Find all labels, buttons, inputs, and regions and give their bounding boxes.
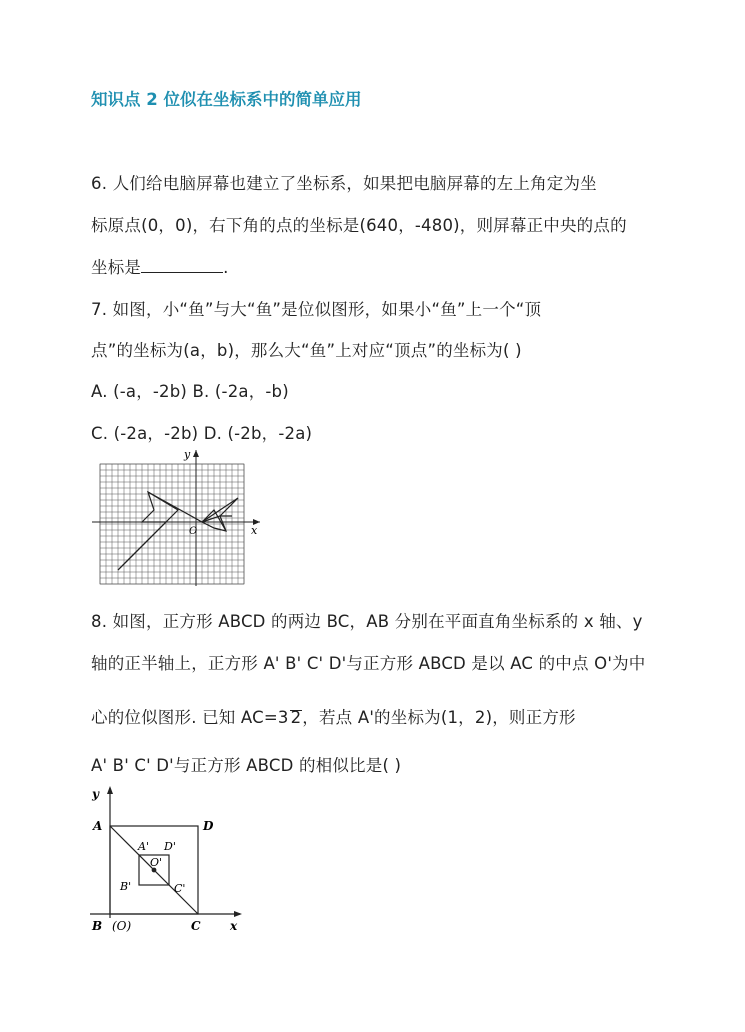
y-axis-arrow — [193, 450, 199, 457]
q8-line-2: 轴的正半轴上，正方形 A' B' C' D'与正方形 ABCD 是以 AC 的中点 O'为中 — [91, 654, 646, 673]
label-C1: C' — [174, 882, 186, 895]
q7-line-2: 点”的坐标为(a，b)，那么大“鱼”上对应“顶点”的坐标为( ) — [91, 341, 522, 360]
label-D1: D' — [164, 840, 176, 853]
q6-line-2: 标原点(0，0)，右下角的点的坐标是(640，-480)，则屏幕正中央的点的 — [91, 216, 627, 235]
q6-line-3-end: . — [223, 258, 229, 277]
label-x: x — [230, 919, 238, 933]
section-heading: 知识点 2 位似在坐标系中的简单应用 — [91, 90, 362, 109]
q8-line-1: 8. 如图，正方形 ABCD 的两边 BC，AB 分别在平面直角坐标系的 x 轴、y — [91, 612, 643, 631]
y-axis-label: y — [184, 448, 191, 461]
x-axis-arrow — [234, 911, 242, 917]
label-A: A — [93, 819, 103, 833]
q6-line-1: 6. 人们给电脑屏幕也建立了坐标系，如果把电脑屏幕的左上角定为坐 — [91, 174, 597, 193]
q8-line-3-text: 心的位似图形. 已知 AC=3 — [91, 708, 289, 727]
label-y: y — [92, 787, 99, 801]
q7-options-cd: C. (-2a，-2b) D. (-2b，-2a) — [91, 424, 313, 443]
label-O1: O' — [150, 856, 163, 869]
q7-line-1: 7. 如图，小“鱼”与大“鱼”是位似图形，如果小“鱼”上一个“顶 — [91, 300, 542, 319]
label-B1: B' — [120, 880, 132, 893]
fish-figure — [88, 446, 268, 590]
x-axis-label: x — [251, 524, 258, 537]
square-figure — [88, 782, 248, 940]
q8-line-3-rest: ，若点 A'的坐标为(1，2)，则正方形 — [302, 708, 576, 727]
q6-line-3 — [91, 254, 229, 278]
label-B: B — [92, 919, 103, 933]
q8-line-3 — [91, 704, 576, 728]
y-axis-arrow — [107, 786, 113, 794]
label-C: C — [191, 919, 201, 933]
origin-label: O — [189, 526, 198, 537]
label-D: D — [203, 819, 214, 833]
q8-line-4: A' B' C' D'与正方形 ABCD 的相似比是( ) — [91, 756, 402, 775]
sqrt-radicand: 2 — [290, 708, 302, 727]
q6-line-3-text: 坐标是 — [91, 258, 142, 277]
label-O: (O) — [112, 919, 132, 933]
label-A1: A' — [138, 840, 149, 853]
answer-blank[interactable] — [141, 258, 223, 273]
q7-options-ab: A. (-a，-2b) B. (-2a，-b) — [91, 382, 289, 401]
